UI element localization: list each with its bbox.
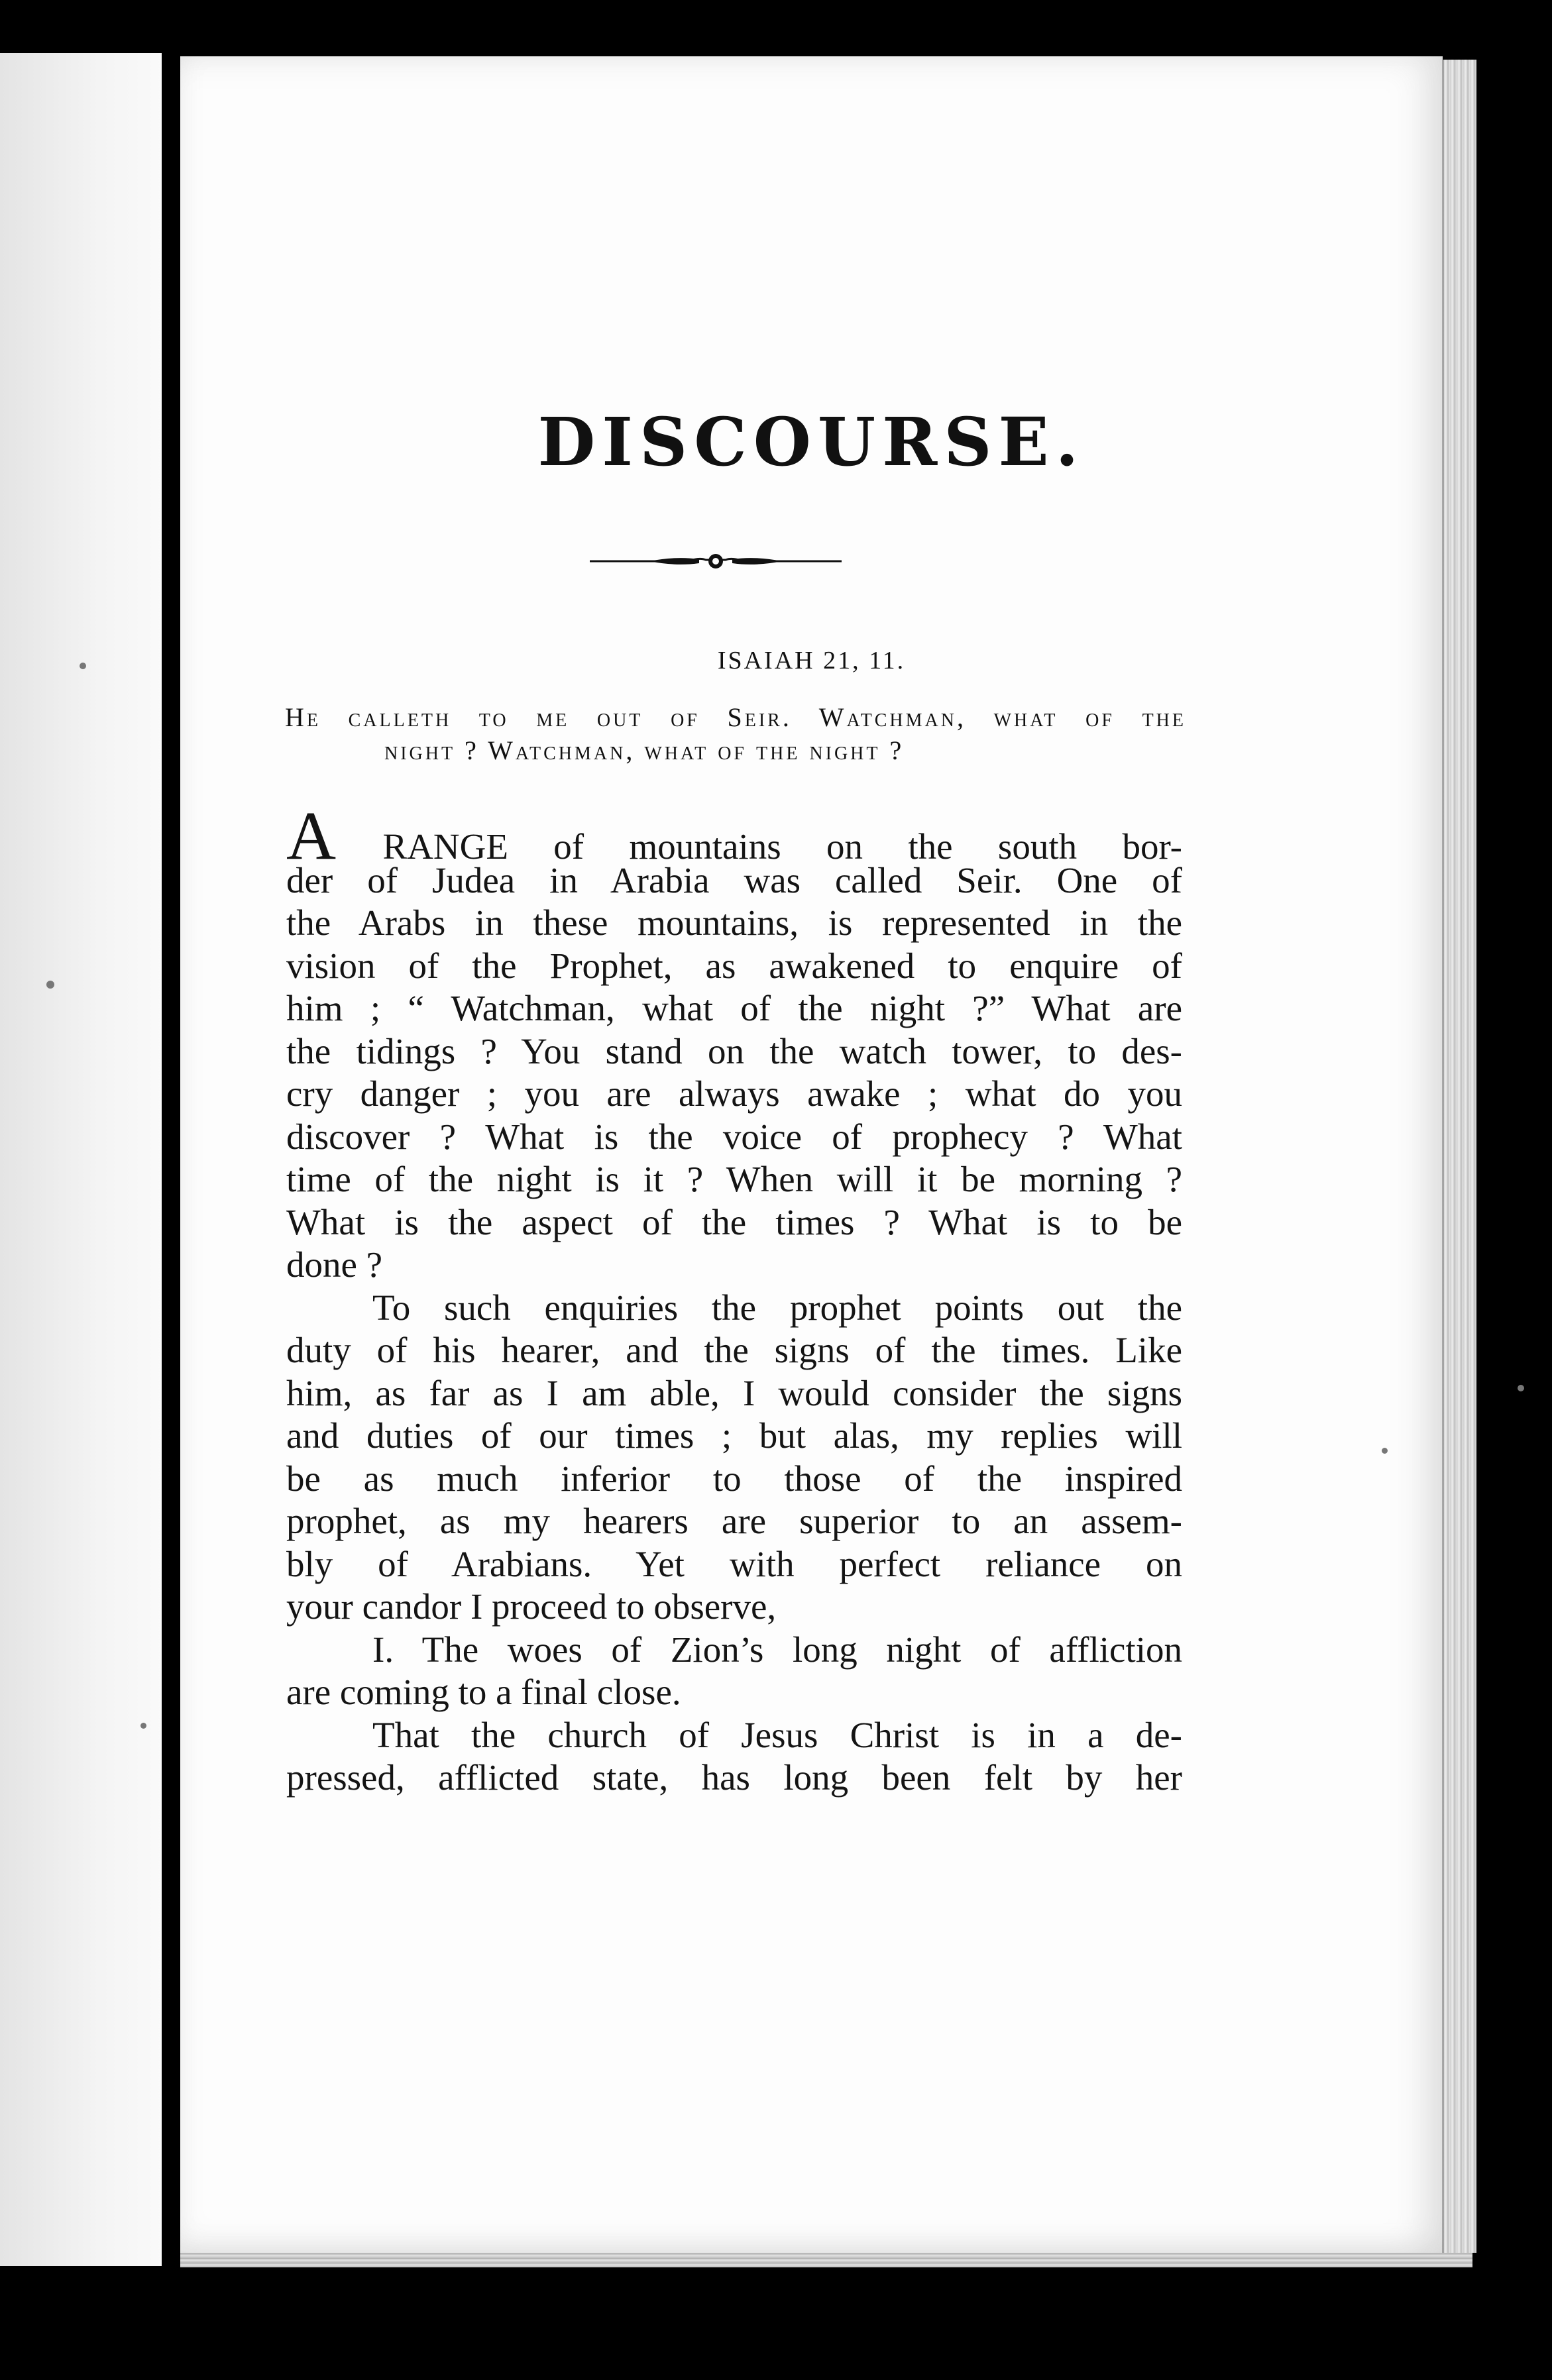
first-line-text: RANGE of mountains on the south bor- xyxy=(337,826,1182,867)
body-line: To such enquiries the prophet points out the xyxy=(372,1287,1182,1328)
left-page-edge xyxy=(0,53,166,2266)
epigraph-line: He calleth to me out of Seir. Watchman, what of the xyxy=(285,702,1186,732)
foxing-spot xyxy=(1382,1448,1388,1454)
body-line: be as much inferior to those of the inspired xyxy=(286,1458,1182,1499)
book-gutter xyxy=(162,53,182,2319)
body-line xyxy=(286,798,1182,874)
body-line: discover ? What is the voice of prophecy ? What xyxy=(286,1116,1182,1157)
body-line: time of the night is it ? When will it be morning ? xyxy=(286,1159,1182,1199)
body-line: are coming to a final close. xyxy=(286,1672,681,1712)
body-line: That the church of Jesus Christ is in a de- xyxy=(372,1714,1182,1755)
epigraph-quote xyxy=(285,701,1186,767)
foxing-spot xyxy=(1518,1385,1524,1391)
body-line: What is the aspect of the times ? What is to be xyxy=(286,1201,1182,1242)
body-line: prophet, as my hearers are superior to an assem- xyxy=(286,1501,1182,1541)
page-bottom-edge xyxy=(180,2253,1472,2267)
body-line: him, as far as I am able, I would consider the signs xyxy=(286,1372,1182,1413)
body-line: pressed, afflicted state, has long been felt by her xyxy=(286,1757,1182,1798)
foxing-spot xyxy=(140,1723,146,1729)
body-line: and duties of our times ; but alas, my replies will xyxy=(286,1415,1182,1456)
body-line: cry danger ; you are always awake ; what do you xyxy=(286,1073,1182,1114)
body-line: him ; “ Watchman, what of the night ?” What are xyxy=(286,988,1182,1028)
body-line: der of Judea in Arabia was called Seir. One of xyxy=(286,859,1182,900)
body-line: done ? xyxy=(286,1244,383,1285)
body-line: I. The woes of Zion’s long night of affliction xyxy=(372,1629,1182,1670)
body-line: bly of Arabians. Yet with perfect reliance on xyxy=(286,1543,1182,1584)
page-block-edge xyxy=(1443,60,1476,2253)
body-line: your candor I proceed to observe, xyxy=(286,1586,777,1627)
epigraph-line: night ? Watchman, what of the night ? xyxy=(384,735,905,765)
body-line: the Arabs in these mountains, is represented in the xyxy=(286,902,1182,943)
scripture-reference: ISAIAH 21, 11. xyxy=(717,647,906,675)
body-text xyxy=(286,798,1182,1800)
body-line: duty of his hearer, and the signs of the times. Like xyxy=(286,1330,1182,1370)
foxing-spot xyxy=(80,663,86,669)
body-line: the tidings ? You stand on the watch tower, to des- xyxy=(286,1030,1182,1071)
drop-cap: A xyxy=(286,798,338,874)
ornament-divider xyxy=(590,551,842,571)
page-title: DISCOURSE. xyxy=(537,403,1085,481)
foxing-spot xyxy=(46,981,54,989)
body-line: vision of the Prophet, as awakened to enquire of xyxy=(286,945,1182,986)
